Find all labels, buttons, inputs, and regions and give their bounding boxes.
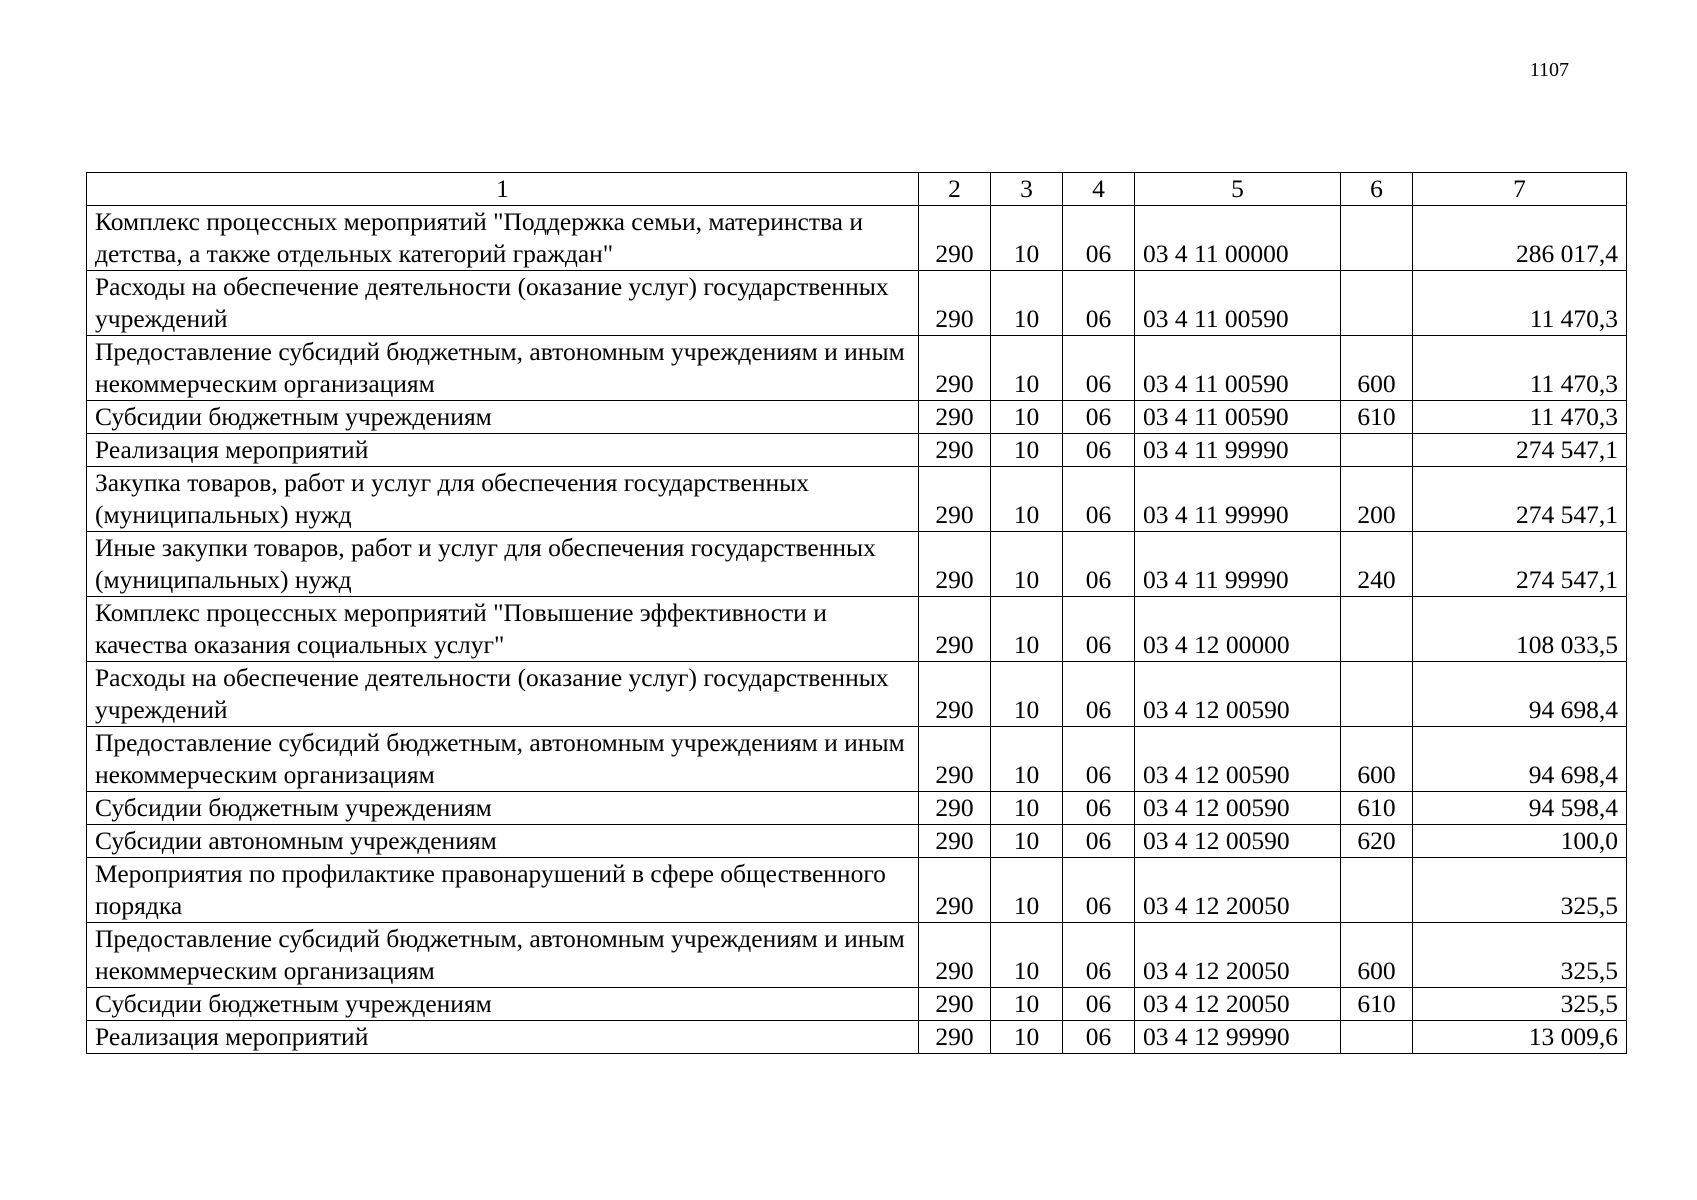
row-col-2: 290 bbox=[919, 858, 991, 923]
row-col-7: 13 009,6 bbox=[1413, 1021, 1627, 1054]
row-col-4: 06 bbox=[1063, 206, 1135, 271]
header-row bbox=[87, 173, 1627, 206]
row-col-3: 10 bbox=[991, 923, 1063, 988]
row-col-4: 06 bbox=[1063, 532, 1135, 597]
row-name: Расходы на обеспечение деятельности (оказание услуг) государственных учреждений bbox=[87, 662, 919, 727]
row-col-2: 290 bbox=[919, 271, 991, 336]
table-row bbox=[87, 727, 1627, 792]
row-col-7: 274 547,1 bbox=[1413, 467, 1627, 532]
row-col-2: 290 bbox=[919, 1021, 991, 1054]
row-name: Предоставление субсидий бюджетным, автономным учреждениям и иным некоммерческим организациям bbox=[87, 727, 919, 792]
row-col-7: 11 470,3 bbox=[1413, 336, 1627, 401]
row-col-7: 325,5 bbox=[1413, 923, 1627, 988]
row-col-6: 610 bbox=[1341, 401, 1413, 434]
row-col-3: 10 bbox=[991, 662, 1063, 727]
row-name: Иные закупки товаров, работ и услуг для обеспечения государственных (муниципальных) нужд bbox=[87, 532, 919, 597]
row-col-4: 06 bbox=[1063, 1021, 1135, 1054]
table-row bbox=[87, 825, 1627, 858]
row-col-2: 290 bbox=[919, 988, 991, 1021]
row-col-7: 100,0 bbox=[1413, 825, 1627, 858]
row-col-4: 06 bbox=[1063, 727, 1135, 792]
row-col-2: 290 bbox=[919, 727, 991, 792]
row-name: Комплекс процессных мероприятий "Поддержка семьи, материнства и детства, а также отдельных категорий граждан" bbox=[87, 206, 919, 271]
row-col-7: 286 017,4 bbox=[1413, 206, 1627, 271]
row-col-3: 10 bbox=[991, 434, 1063, 467]
row-name: Закупка товаров, работ и услуг для обеспечения государственных (муниципальных) нужд bbox=[87, 467, 919, 532]
header-col-3: 3 bbox=[991, 173, 1063, 206]
header-col-4: 4 bbox=[1063, 173, 1135, 206]
row-col-7: 274 547,1 bbox=[1413, 434, 1627, 467]
row-col-4: 06 bbox=[1063, 597, 1135, 662]
row-col-5: 03 4 12 00590 bbox=[1135, 662, 1341, 727]
row-col-3: 10 bbox=[991, 271, 1063, 336]
row-col-3: 10 bbox=[991, 792, 1063, 825]
table-header bbox=[87, 173, 1627, 206]
row-name: Мероприятия по профилактике правонарушений в сфере общественного порядка bbox=[87, 858, 919, 923]
row-col-6: 600 bbox=[1341, 727, 1413, 792]
row-col-6 bbox=[1341, 858, 1413, 923]
row-col-2: 290 bbox=[919, 336, 991, 401]
row-col-3: 10 bbox=[991, 825, 1063, 858]
table-row bbox=[87, 434, 1627, 467]
table-row bbox=[87, 792, 1627, 825]
row-col-4: 06 bbox=[1063, 271, 1135, 336]
row-col-3: 10 bbox=[991, 988, 1063, 1021]
row-col-5: 03 4 12 00590 bbox=[1135, 727, 1341, 792]
row-col-5: 03 4 11 99990 bbox=[1135, 434, 1341, 467]
row-col-2: 290 bbox=[919, 401, 991, 434]
row-col-6 bbox=[1341, 206, 1413, 271]
row-col-5: 03 4 11 00590 bbox=[1135, 271, 1341, 336]
row-name: Субсидии автономным учреждениям bbox=[87, 825, 919, 858]
table-body bbox=[87, 206, 1627, 1054]
row-col-3: 10 bbox=[991, 858, 1063, 923]
row-col-4: 06 bbox=[1063, 923, 1135, 988]
row-col-7: 325,5 bbox=[1413, 988, 1627, 1021]
row-col-5: 03 4 11 00590 bbox=[1135, 401, 1341, 434]
row-col-7: 94 698,4 bbox=[1413, 662, 1627, 727]
row-col-4: 06 bbox=[1063, 467, 1135, 532]
row-col-7: 108 033,5 bbox=[1413, 597, 1627, 662]
table-row bbox=[87, 336, 1627, 401]
row-col-5: 03 4 12 20050 bbox=[1135, 988, 1341, 1021]
table-row bbox=[87, 467, 1627, 532]
row-col-6: 200 bbox=[1341, 467, 1413, 532]
row-col-5: 03 4 12 00590 bbox=[1135, 792, 1341, 825]
row-col-2: 290 bbox=[919, 825, 991, 858]
row-name: Комплекс процессных мероприятий "Повышение эффективности и качества оказания социальных услуг" bbox=[87, 597, 919, 662]
row-col-6: 610 bbox=[1341, 988, 1413, 1021]
row-col-4: 06 bbox=[1063, 401, 1135, 434]
row-col-6: 600 bbox=[1341, 336, 1413, 401]
row-col-6 bbox=[1341, 271, 1413, 336]
row-col-2: 290 bbox=[919, 434, 991, 467]
row-name: Реализация мероприятий bbox=[87, 1021, 919, 1054]
row-col-7: 94 598,4 bbox=[1413, 792, 1627, 825]
row-col-4: 06 bbox=[1063, 988, 1135, 1021]
header-col-6: 6 bbox=[1341, 173, 1413, 206]
row-col-6: 620 bbox=[1341, 825, 1413, 858]
row-col-3: 10 bbox=[991, 206, 1063, 271]
row-col-4: 06 bbox=[1063, 336, 1135, 401]
row-col-6: 240 bbox=[1341, 532, 1413, 597]
row-col-2: 290 bbox=[919, 923, 991, 988]
row-col-2: 290 bbox=[919, 467, 991, 532]
table-row bbox=[87, 597, 1627, 662]
table-row bbox=[87, 1021, 1627, 1054]
row-col-3: 10 bbox=[991, 1021, 1063, 1054]
row-name: Субсидии бюджетным учреждениям bbox=[87, 988, 919, 1021]
row-col-3: 10 bbox=[991, 401, 1063, 434]
row-col-4: 06 bbox=[1063, 858, 1135, 923]
row-col-5: 03 4 12 20050 bbox=[1135, 923, 1341, 988]
row-col-2: 290 bbox=[919, 206, 991, 271]
row-col-3: 10 bbox=[991, 467, 1063, 532]
row-col-4: 06 bbox=[1063, 825, 1135, 858]
row-col-5: 03 4 11 99990 bbox=[1135, 467, 1341, 532]
row-col-5: 03 4 12 99990 bbox=[1135, 1021, 1341, 1054]
row-col-6 bbox=[1341, 1021, 1413, 1054]
header-col-7: 7 bbox=[1413, 173, 1627, 206]
row-col-7: 274 547,1 bbox=[1413, 532, 1627, 597]
row-col-6: 610 bbox=[1341, 792, 1413, 825]
row-col-6 bbox=[1341, 434, 1413, 467]
row-name: Расходы на обеспечение деятельности (оказание услуг) государственных учреждений bbox=[87, 271, 919, 336]
row-col-5: 03 4 12 00590 bbox=[1135, 825, 1341, 858]
row-col-3: 10 bbox=[991, 597, 1063, 662]
table-row bbox=[87, 988, 1627, 1021]
budget-table bbox=[86, 172, 1627, 1054]
row-col-2: 290 bbox=[919, 662, 991, 727]
row-name: Предоставление субсидий бюджетным, автономным учреждениям и иным некоммерческим организациям bbox=[87, 923, 919, 988]
row-col-4: 06 bbox=[1063, 662, 1135, 727]
row-col-3: 10 bbox=[991, 532, 1063, 597]
row-name: Субсидии бюджетным учреждениям bbox=[87, 792, 919, 825]
row-col-3: 10 bbox=[991, 727, 1063, 792]
row-col-4: 06 bbox=[1063, 792, 1135, 825]
table-row bbox=[87, 923, 1627, 988]
row-col-5: 03 4 12 00000 bbox=[1135, 597, 1341, 662]
row-col-6 bbox=[1341, 662, 1413, 727]
table-row bbox=[87, 401, 1627, 434]
row-col-2: 290 bbox=[919, 792, 991, 825]
table-row bbox=[87, 271, 1627, 336]
row-col-6 bbox=[1341, 597, 1413, 662]
header-col-2: 2 bbox=[919, 173, 991, 206]
row-name: Реализация мероприятий bbox=[87, 434, 919, 467]
row-name: Субсидии бюджетным учреждениям bbox=[87, 401, 919, 434]
row-name: Предоставление субсидий бюджетным, автономным учреждениям и иным некоммерческим организациям bbox=[87, 336, 919, 401]
header-col-5: 5 bbox=[1135, 173, 1341, 206]
row-col-5: 03 4 11 00590 bbox=[1135, 336, 1341, 401]
row-col-5: 03 4 11 00000 bbox=[1135, 206, 1341, 271]
header-col-1: 1 bbox=[87, 173, 919, 206]
row-col-6: 600 bbox=[1341, 923, 1413, 988]
row-col-5: 03 4 12 20050 bbox=[1135, 858, 1341, 923]
row-col-7: 325,5 bbox=[1413, 858, 1627, 923]
row-col-3: 10 bbox=[991, 336, 1063, 401]
page-number: 1107 bbox=[1529, 59, 1569, 81]
row-col-7: 11 470,3 bbox=[1413, 401, 1627, 434]
row-col-2: 290 bbox=[919, 532, 991, 597]
row-col-7: 11 470,3 bbox=[1413, 271, 1627, 336]
row-col-5: 03 4 11 99990 bbox=[1135, 532, 1341, 597]
table-row bbox=[87, 662, 1627, 727]
row-col-4: 06 bbox=[1063, 434, 1135, 467]
table-row bbox=[87, 532, 1627, 597]
table-row bbox=[87, 206, 1627, 271]
row-col-7: 94 698,4 bbox=[1413, 727, 1627, 792]
table-row bbox=[87, 858, 1627, 923]
row-col-2: 290 bbox=[919, 597, 991, 662]
